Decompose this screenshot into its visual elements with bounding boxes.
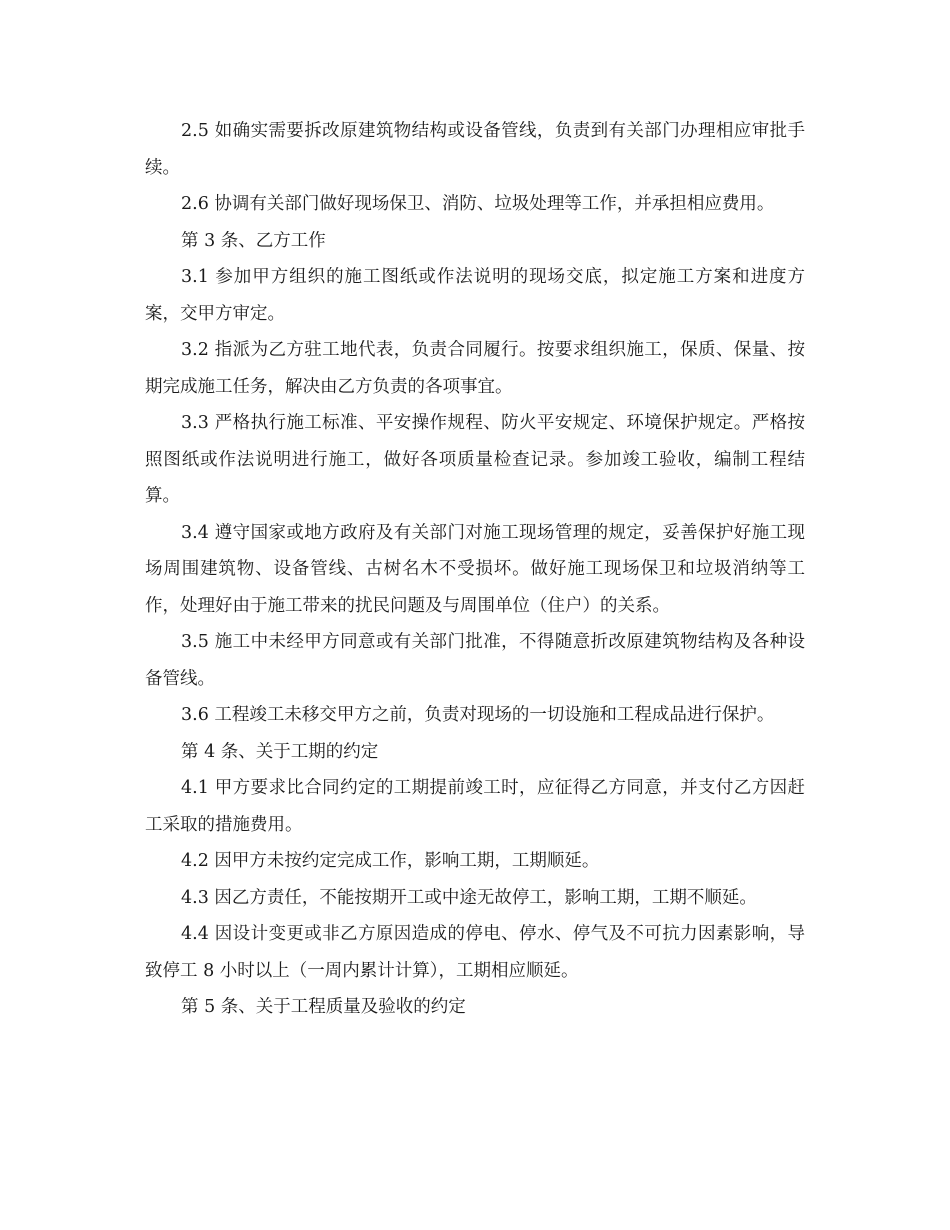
clause-3-2: 3.2 指派为乙方驻工地代表，负责合同履行。按要求组织施工，保质、保量、按期完成施工任务，解决由乙方负责的各项事宜。 — [145, 340, 805, 397]
article-3-heading: 第 3 条、乙方工作 — [181, 230, 326, 251]
clause-4-2: 4.2 因甲方未按约定完成工作，影响工期，工期顺延。 — [181, 851, 600, 871]
clause-3-4: 3.4 遵守国家或地方政府及有关部门对施工现场管理的规定，妥善保护好施工现场周围建筑物、设备管线、古树名木不受损坏。做好施工现场保卫和垃圾消纳等工作，处理好由于施工带来的扰民问题及与周围单位（住户）的关系。 — [145, 522, 805, 616]
article-4-heading: 第 4 条、关于工期的约定 — [181, 741, 379, 762]
article-5-heading: 第 5 条、关于工程质量及验收的约定 — [181, 997, 466, 1017]
clause-3-3: 3.3 严格执行施工标准、平安操作规程、防火平安规定、环境保护规定。严格按照图纸或作法说明进行施工，做好各项质量检查记录。参加竣工验收，编制工程结算。 — [145, 413, 805, 506]
clause-2-6: 2.6 协调有关部门做好现场保卫、消防、垃圾处理等工作，并承担相应费用。 — [181, 194, 775, 214]
clause-3-1: 3.1 参加甲方组织的施工图纸或作法说明的现场交底，拟定施工方案和进度方案，交甲方审定。 — [145, 267, 805, 324]
document-body — [145, 113, 805, 1026]
clause-2-5: 2.5 如确实需要拆改原建筑物结构或设备管线，负责到有关部门办理相应审批手续。 — [145, 121, 805, 178]
clause-4-3: 4.3 因乙方责任，不能按期开工或中途无故停工，影响工期，工期不顺延。 — [181, 887, 757, 908]
clause-4-1: 4.1 甲方要求比合同约定的工期提前竣工时，应征得乙方同意，并支付乙方因赶工采取的措施费用。 — [145, 778, 805, 835]
clause-3-5: 3.5 施工中未经甲方同意或有关部门批准，不得随意折改原建筑物结构及各种设备管线。 — [145, 632, 805, 689]
clause-4-4: 4.4 因设计变更或非乙方原因造成的停电、停水、停气及不可抗力因素影响，导致停工 8 小时以上（一周内累计计算），工期相应顺延。 — [145, 924, 805, 981]
clause-3-6: 3.6 工程竣工未移交甲方之前，负责对现场的一切设施和工程成品进行保护。 — [181, 705, 775, 725]
